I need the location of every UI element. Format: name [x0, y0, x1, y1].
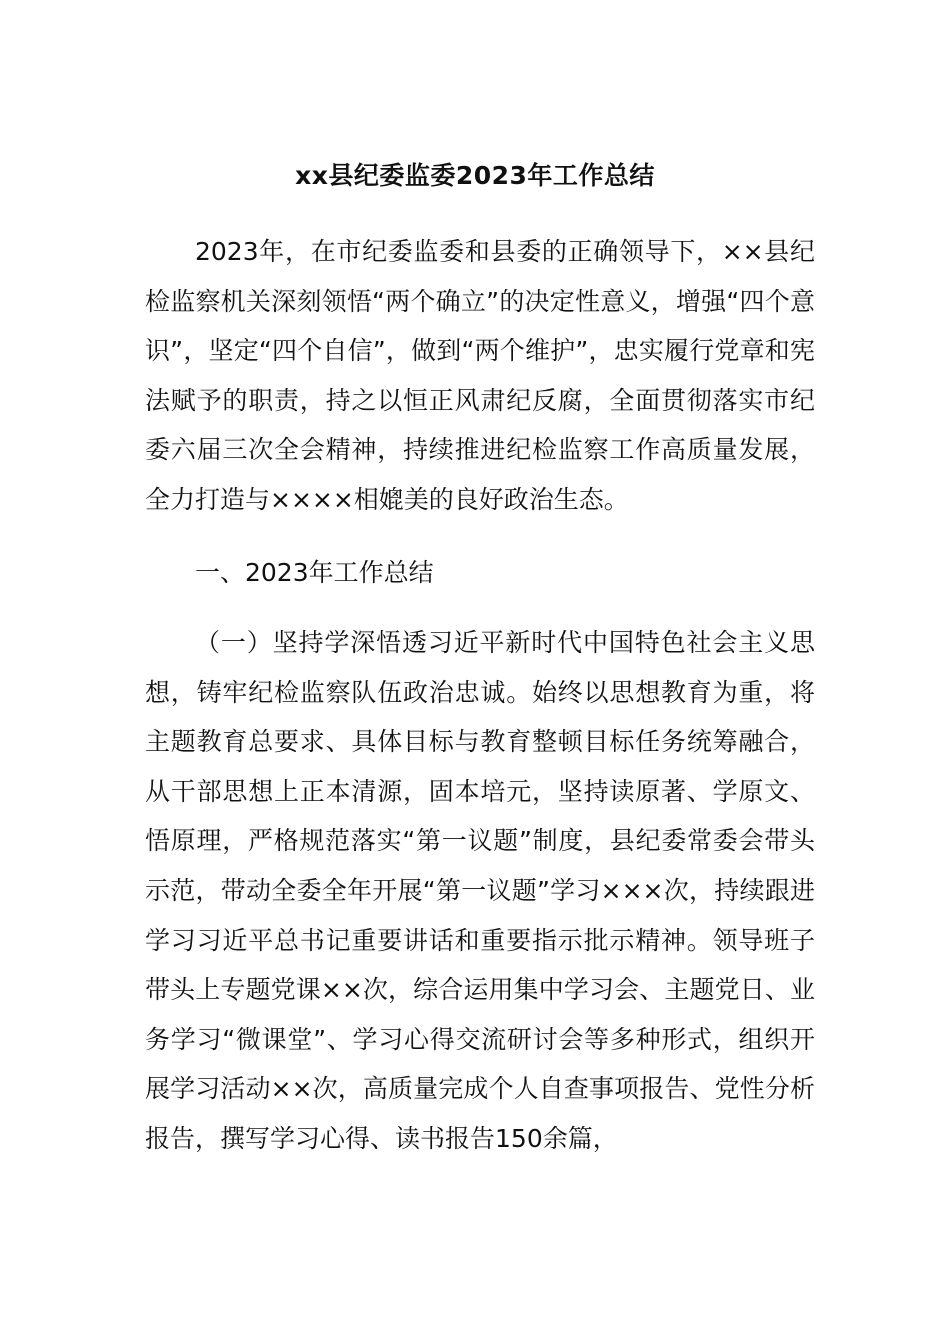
section-heading: 一、2023年工作总结: [195, 558, 434, 587]
body-paragraph: （一）坚持学深悟透习近平新时代中国特色社会主义思想，铸牢纪检监察队伍政治忠诚。始终以思想教育为重，将主题教育总要求、具体目标与教育整顿目标任务统筹融合，从干部思想上正本清源，固本培元，坚持读原著、学原文、悟原理，严格规范落实“第一议题”制度，县纪委常委会带头示范，带动全委全年开展“第一议题”学习×××次，持续跟进学习习近平总书记重要讲话和重要指示批示精神。领导班子带头上专题党课××次，综合运用集中学习会、主题党日、业务学习“微课堂”、学习心得交流研讨会等多种形式，组织开展学习活动××次，高质量完成个人自查事项报告、党性分析报告，撰写学习心得、读书报告150余篇，: [145, 628, 815, 1153]
intro-paragraph: 2023年，在市纪委监委和县委的正确领导下，××县纪检监察机关深刻领悟“两个确立”的决定性意义，增强“四个意识”，坚定“四个自信”，做到“两个维护”，忠实履行党章和宪法赋予的职责，持之以恒正风肃纪反腐，全面贯彻落实市纪委六届三次全会精神，持续推进纪检监察工作高质量发展，全力打造与××××相媲美的良好政治生态。: [145, 237, 815, 514]
document-title: xx县纪委监委2023年工作总结: [295, 161, 655, 190]
